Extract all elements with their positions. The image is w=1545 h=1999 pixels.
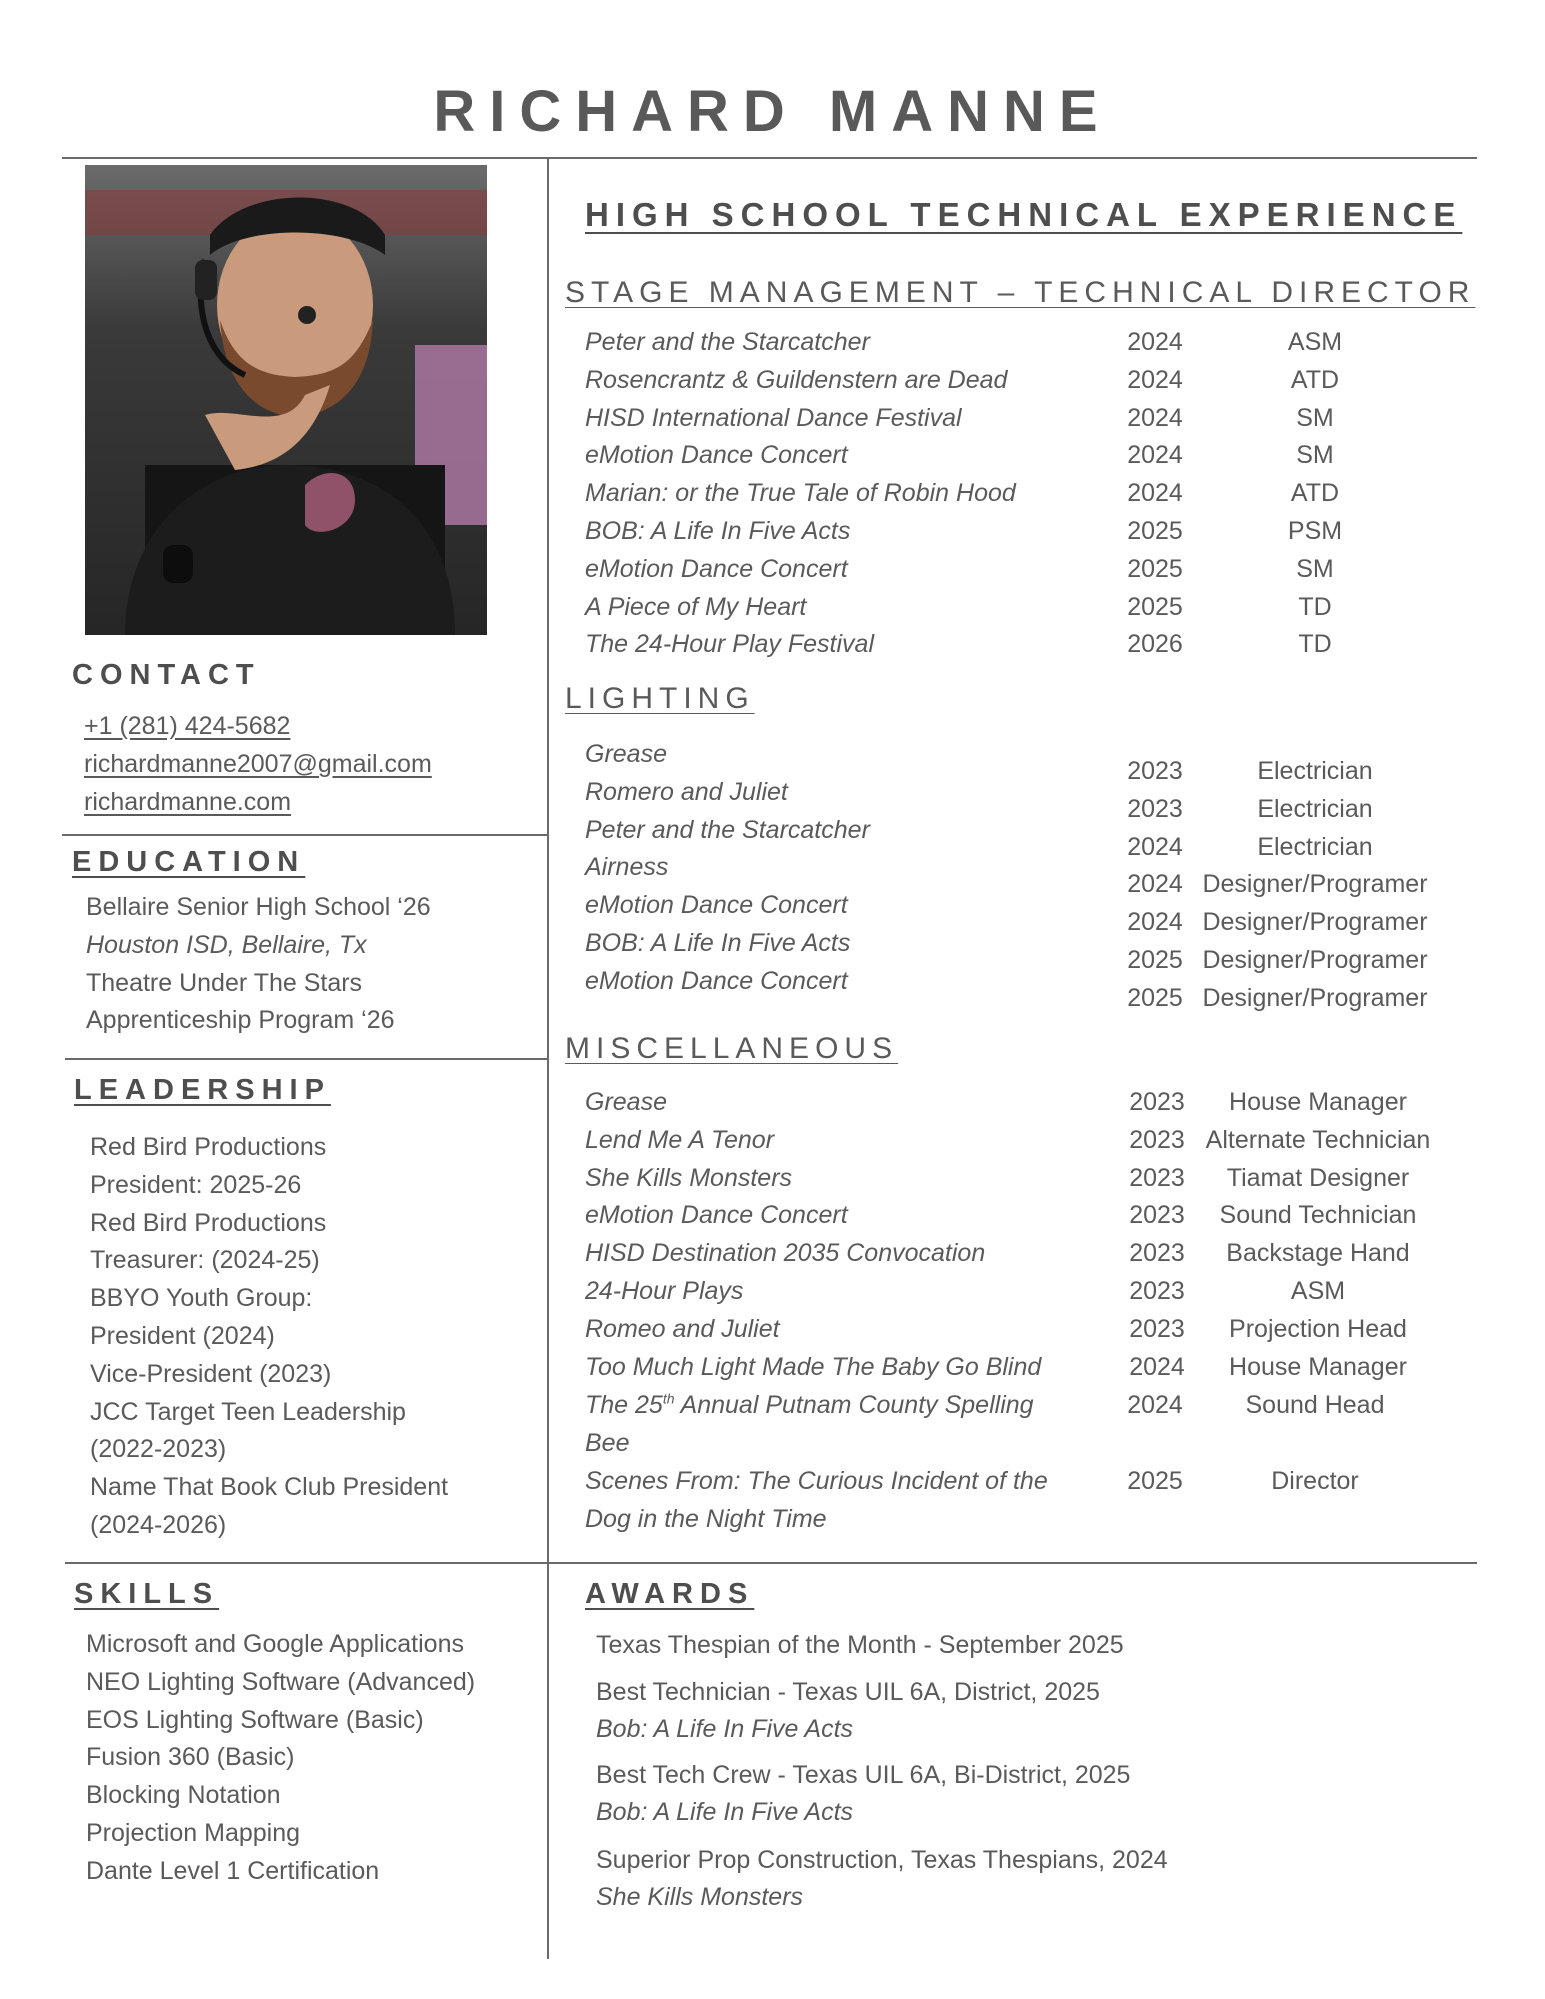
skills-heading: SKILLS xyxy=(74,1578,220,1610)
lighting-title: eMotion Dance Concert xyxy=(585,891,848,920)
row-title: eMotion Dance Concert xyxy=(585,441,848,470)
lighting-title: Grease xyxy=(585,740,667,768)
table-row-continuation xyxy=(585,1424,1485,1462)
row-year: 2024 xyxy=(1127,403,1183,432)
row-role: Backstage Hand xyxy=(1226,1239,1410,1268)
row-role: ASM xyxy=(1290,1277,1346,1305)
row-role: Electrician xyxy=(1257,757,1373,785)
row-year: 2023 xyxy=(1129,1163,1185,1192)
award-production: She Kills Monsters xyxy=(596,1883,804,1911)
table-row xyxy=(585,361,1485,399)
row-title xyxy=(585,1386,1034,1424)
row-year: 2024 xyxy=(1127,908,1183,937)
education-line: Apprenticeship Program ‘26 xyxy=(86,1006,395,1035)
skill-item: Dante Level 1 Certification xyxy=(86,1856,380,1885)
table-row xyxy=(585,865,1485,903)
skills-list xyxy=(86,1626,475,1891)
table-row xyxy=(585,828,1485,866)
row-title: Peter and the Starcatcher xyxy=(585,328,870,356)
row-year: 2023 xyxy=(1129,1125,1185,1154)
row-year: 2023 xyxy=(1129,1088,1185,1116)
leadership-line: Name That Book Club President xyxy=(90,1473,449,1502)
lighting-title: eMotion Dance Concert xyxy=(585,966,848,995)
email-link[interactable]: richardmanne2007@gmail.com xyxy=(84,750,432,778)
leadership-line: Red Bird Productions xyxy=(90,1208,327,1237)
table-row xyxy=(585,1310,1485,1348)
row-role: House Manager xyxy=(1229,1352,1407,1381)
row-role: TD xyxy=(1298,592,1332,621)
row-role: House Manager xyxy=(1229,1088,1407,1116)
row-title: Dog in the Night Time xyxy=(585,1505,827,1533)
row-title: eMotion Dance Concert xyxy=(585,1201,848,1230)
row-year: 2023 xyxy=(1129,1201,1185,1230)
skill-item: Blocking Notation xyxy=(86,1781,281,1810)
award-item: Texas Thespian of the Month - September 2025 xyxy=(596,1631,1124,1659)
skill-item: EOS Lighting Software (Basic) xyxy=(86,1705,424,1734)
row-role: SM xyxy=(1296,403,1334,432)
row-title: Romeo and Juliet xyxy=(585,1314,780,1343)
row-role: Designer/Programer xyxy=(1202,983,1428,1012)
row-title: Marian: or the True Tale of Robin Hood xyxy=(585,479,1016,508)
table-row xyxy=(585,1272,1485,1310)
title-superscript: th xyxy=(662,1390,675,1407)
table-row xyxy=(585,1234,1485,1272)
award-item: Best Tech Crew - Texas UIL 6A, Bi-District, 2025 xyxy=(596,1761,1131,1789)
leadership-list xyxy=(90,1129,448,1545)
row-role: Electrician xyxy=(1257,794,1373,823)
table-row xyxy=(585,1083,1485,1121)
table-row xyxy=(585,1196,1485,1234)
row-role: Electrician xyxy=(1257,832,1373,861)
website-link[interactable]: richardmanne.com xyxy=(84,788,292,816)
row-title: Lend Me A Tenor xyxy=(585,1125,775,1154)
row-title: A Piece of My Heart xyxy=(585,592,807,621)
award-production: Bob: A Life In Five Acts xyxy=(596,1715,854,1743)
row-title: Grease xyxy=(585,1088,667,1116)
table-row xyxy=(585,1462,1485,1500)
skill-item: NEO Lighting Software (Advanced) xyxy=(86,1667,476,1696)
row-role: Alternate Technician xyxy=(1205,1125,1431,1154)
row-title: The 24-Hour Play Festival xyxy=(585,630,875,659)
title-text: The 25 xyxy=(585,1391,663,1419)
table-row xyxy=(585,1121,1485,1159)
leadership-line: JCC Target Teen Leadership xyxy=(90,1397,406,1426)
education-list xyxy=(86,889,431,1040)
row-year: 2025 xyxy=(1127,592,1183,621)
title-text: Annual Putnam County Spelling xyxy=(674,1391,1034,1419)
row-role: Designer/Programer xyxy=(1202,870,1428,899)
table-row xyxy=(585,399,1485,437)
row-role: ATD xyxy=(1290,365,1340,394)
row-year: 2023 xyxy=(1127,794,1183,823)
row-title: HISD International Dance Festival xyxy=(585,403,962,432)
row-title: Rosencrantz & Guildenstern are Dead xyxy=(585,365,1008,394)
table-row xyxy=(585,790,1485,828)
education-line: Theatre Under The Stars xyxy=(86,968,363,997)
row-role: Tiamat Designer xyxy=(1226,1163,1410,1192)
row-year: 2024 xyxy=(1127,328,1183,356)
row-year: 2024 xyxy=(1127,870,1183,899)
table-row xyxy=(585,1386,1485,1424)
table-row xyxy=(585,588,1485,626)
contact-rule xyxy=(62,834,548,836)
row-role: Director xyxy=(1271,1467,1359,1495)
lighting-title: BOB: A Life In Five Acts xyxy=(585,928,851,957)
row-title: Too Much Light Made The Baby Go Blind xyxy=(585,1352,1042,1381)
row-role: ASM xyxy=(1287,328,1343,356)
row-role: Designer/Programer xyxy=(1202,908,1428,937)
awards-heading: AWARDS xyxy=(585,1578,755,1610)
row-title: She Kills Monsters xyxy=(585,1163,793,1192)
leadership-line: President (2024) xyxy=(90,1321,275,1350)
row-role: PSM xyxy=(1287,517,1343,545)
misc-heading: MISCELLANEOUS xyxy=(565,1032,899,1065)
skills-awards-rule xyxy=(65,1562,1477,1564)
education-line: Houston ISD, Bellaire, Tx xyxy=(86,930,367,959)
row-title: eMotion Dance Concert xyxy=(585,554,848,583)
leadership-line: (2024-2026) xyxy=(90,1510,227,1539)
lighting-title: Peter and the Starcatcher xyxy=(585,815,870,844)
lighting-heading: LIGHTING xyxy=(565,682,755,715)
leadership-line: BBYO Youth Group: xyxy=(90,1284,313,1313)
table-row xyxy=(585,1348,1485,1386)
table-row xyxy=(585,941,1485,979)
leadership-heading: LEADERSHIP xyxy=(74,1074,331,1106)
row-title: Scenes From: The Curious Incident of the xyxy=(585,1467,1048,1495)
row-title: HISD Destination 2035 Convocation xyxy=(585,1239,986,1268)
row-year: 2026 xyxy=(1127,630,1183,659)
skill-item: Projection Mapping xyxy=(86,1818,301,1847)
row-role: Sound Head xyxy=(1245,1391,1385,1419)
experience-heading: HIGH SCHOOL TECHNICAL EXPERIENCE xyxy=(585,196,1463,233)
row-year: 2025 xyxy=(1127,946,1183,974)
table-row xyxy=(585,323,1485,361)
education-heading: EDUCATION xyxy=(72,846,306,878)
row-role: Projection Head xyxy=(1229,1314,1407,1343)
table-row xyxy=(585,752,1485,790)
leadership-line: Red Bird Productions xyxy=(90,1133,327,1161)
skill-item: Fusion 360 (Basic) xyxy=(86,1743,295,1772)
row-year: 2023 xyxy=(1129,1239,1185,1268)
row-year: 2024 xyxy=(1127,832,1183,861)
row-role: SM xyxy=(1296,441,1334,470)
row-title: Bee xyxy=(585,1429,630,1457)
table-row xyxy=(585,903,1485,941)
table-row xyxy=(585,474,1485,512)
row-year: 2024 xyxy=(1129,1352,1185,1381)
row-year: 2025 xyxy=(1127,517,1183,545)
table-row xyxy=(585,979,1485,1017)
profile-photo xyxy=(85,165,487,635)
row-year: 2024 xyxy=(1127,365,1183,394)
lighting-title: Airness xyxy=(585,853,669,882)
row-year: 2025 xyxy=(1127,554,1183,583)
table-row xyxy=(585,550,1485,588)
lighting-title: Romero and Juliet xyxy=(585,777,788,806)
row-title: BOB: A Life In Five Acts xyxy=(585,517,851,545)
row-year: 2023 xyxy=(1127,757,1183,785)
table-row xyxy=(585,1159,1485,1197)
contact-heading: CONTACT xyxy=(72,659,261,691)
row-year: 2025 xyxy=(1127,983,1183,1012)
skill-item: Microsoft and Google Applications xyxy=(86,1630,464,1658)
header-rule xyxy=(62,157,1477,159)
resume-name: RICHARD MANNE xyxy=(433,79,1112,144)
row-role: Sound Technician xyxy=(1219,1201,1417,1230)
education-rule xyxy=(65,1058,548,1060)
leadership-line: President: 2025-26 xyxy=(90,1170,302,1199)
leadership-line: Treasurer: (2024-25) xyxy=(90,1246,320,1275)
education-line: Bellaire Senior High School ‘26 xyxy=(86,893,431,921)
row-role: SM xyxy=(1296,554,1334,583)
row-year: 2024 xyxy=(1127,479,1183,508)
table-row xyxy=(585,512,1485,550)
award-production: Bob: A Life In Five Acts xyxy=(596,1798,854,1826)
row-year: 2024 xyxy=(1127,441,1183,470)
row-year: 2023 xyxy=(1129,1277,1185,1305)
leadership-line: (2022-2023) xyxy=(90,1435,227,1464)
row-role: Designer/Programer xyxy=(1202,946,1428,974)
phone-link[interactable]: +1 (281) 424-5682 xyxy=(84,712,291,740)
leadership-line: Vice-President (2023) xyxy=(90,1359,332,1388)
award-item: Superior Prop Construction, Texas Thespians, 2024 xyxy=(596,1846,1168,1874)
row-year: 2024 xyxy=(1127,1391,1183,1419)
table-row xyxy=(585,436,1485,474)
stage-management-heading: STAGE MANAGEMENT – TECHNICAL DIRECTOR xyxy=(565,276,1476,309)
row-year: 2025 xyxy=(1127,1467,1183,1495)
award-item: Best Technician - Texas UIL 6A, District, 2025 xyxy=(596,1678,1100,1706)
row-title: 24-Hour Plays xyxy=(585,1277,744,1305)
table-row xyxy=(585,625,1485,663)
table-row-continuation xyxy=(585,1500,1485,1538)
row-role: ATD xyxy=(1290,479,1340,508)
row-year: 2023 xyxy=(1129,1314,1185,1343)
row-role: TD xyxy=(1298,630,1332,659)
